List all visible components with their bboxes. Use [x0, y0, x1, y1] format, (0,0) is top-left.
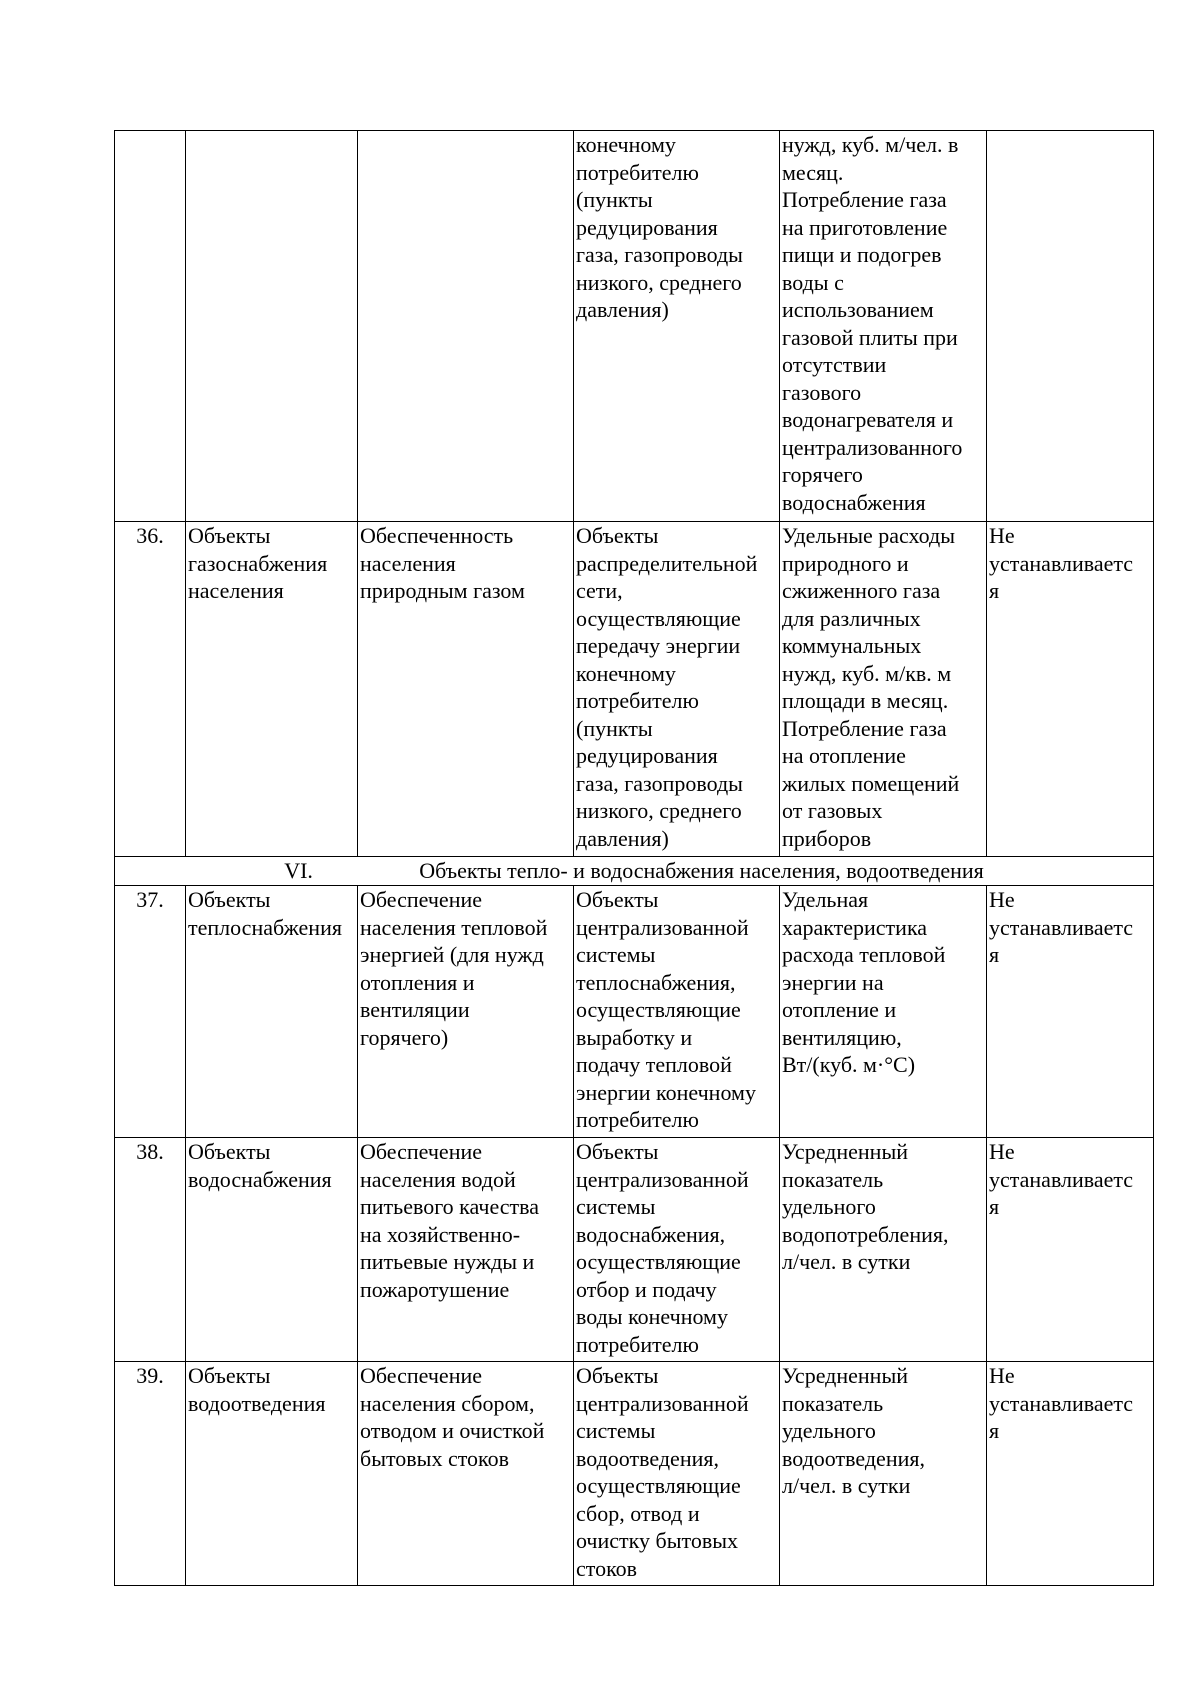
cell-text-line: централизованного — [782, 434, 963, 460]
cell-text-line: на хозяйственно- — [360, 1221, 521, 1247]
cell-text-line: теплоснабжения — [188, 914, 342, 940]
cell-text-line: теплоснабжения, — [576, 969, 736, 995]
cell-text-line: (пункты — [576, 715, 653, 741]
cell-text-line: сбор, отвод и — [576, 1500, 700, 1526]
cell-text-line: газоснабжения — [188, 550, 328, 576]
accessibility-cell — [987, 1362, 1154, 1586]
cell-text-line: редуцирования — [576, 214, 718, 240]
cell-text-line: нужд, куб. м/чел. в — [782, 132, 959, 157]
cell-text-line: осуществляющие — [576, 997, 741, 1022]
cell-text-line: отопление и — [782, 997, 897, 1022]
cell-text-line: газа, газопроводы — [576, 242, 743, 267]
cell-text-line: удельного — [782, 1418, 876, 1443]
cell-text-line: расхода тепловой — [782, 942, 946, 967]
objects-cell — [574, 1138, 780, 1362]
cell-text-line: Не — [989, 523, 1015, 548]
cell-text-line: Объекты — [188, 523, 271, 548]
indicator-cell — [780, 1138, 987, 1362]
indicator-cell — [780, 131, 987, 522]
cell-text-line: газа, газопроводы — [576, 770, 743, 796]
object-type-cell — [186, 131, 358, 522]
cell-text-line: Обеспечение — [360, 887, 482, 912]
cell-text-line: низкого, среднего — [576, 798, 742, 823]
cell-text-line: очистку бытовых — [576, 1528, 738, 1553]
cell-text-line: характеристика — [782, 914, 928, 940]
cell-text-line: жилых помещений — [782, 770, 960, 796]
cell-text-line: выработку и — [576, 1024, 693, 1050]
cell-text-line: месяц. — [782, 159, 844, 185]
cell-text-line: водоотведения — [188, 1390, 326, 1416]
standards-table — [114, 130, 1154, 1586]
cell-text-line: водоотведения, — [576, 1445, 719, 1471]
cell-text-line: энергии на — [782, 969, 884, 995]
cell-text-line: площади в месяц. — [782, 688, 949, 713]
cell-text-line: населения сбором, — [360, 1390, 535, 1416]
cell-text-line: природным газом — [360, 578, 525, 603]
cell-text-line: Потребление газа — [782, 715, 947, 741]
cell-text-line: распределительной — [576, 550, 758, 576]
cell-text-line: пожаротушение — [360, 1276, 510, 1302]
cell-text-line: (пункты — [576, 187, 653, 212]
objects-cell — [574, 522, 780, 857]
cell-text-line: подачу тепловой — [576, 1052, 732, 1077]
cell-text-line: Объекты — [188, 1363, 271, 1388]
cell-text-line: Усредненный — [782, 1139, 909, 1164]
cell-text-line: населения тепловой — [360, 914, 548, 940]
cell-text-line: централизованной — [576, 1390, 749, 1416]
cell-text-line: централизованной — [576, 914, 749, 940]
table-row — [115, 1138, 1154, 1362]
cell-text-line: низкого, среднего — [576, 269, 742, 295]
section-header-row — [115, 857, 1154, 886]
cell-text-line: я — [989, 1418, 1000, 1443]
cell-text-line: Объекты — [576, 887, 659, 912]
row-number: 39. — [115, 1362, 186, 1586]
row-number: 38. — [115, 1138, 186, 1362]
cell-text-line: водоснабжения, — [576, 1221, 726, 1247]
table-row — [115, 1362, 1154, 1586]
cell-text-line: Объекты — [188, 1139, 271, 1164]
indicator-cell — [780, 1362, 987, 1586]
table-row — [115, 131, 1154, 522]
accessibility-cell — [987, 522, 1154, 857]
cell-text-line: нужд, куб. м/кв. м — [782, 660, 952, 686]
objects-cell — [574, 1362, 780, 1586]
cell-text-line: системы — [576, 1194, 656, 1219]
purpose-cell — [358, 886, 574, 1138]
cell-text-line: Обеспеченность — [360, 523, 514, 548]
cell-text-line: водопотребления, — [782, 1221, 949, 1247]
section-title: Объекты тепло- и водоснабжения населения, водоотведения — [419, 858, 984, 883]
cell-text-line: я — [989, 1194, 1000, 1219]
cell-text-line: питьевого качества — [360, 1194, 540, 1219]
cell-text-line: удельного — [782, 1194, 876, 1219]
cell-text-line: устанавливаетс — [989, 1390, 1134, 1416]
cell-text-line: я — [989, 578, 1000, 603]
cell-text-line: воды конечному — [576, 1304, 728, 1329]
cell-text-line: конечному — [576, 660, 676, 686]
cell-text-line: бытовых стоков — [360, 1445, 510, 1471]
row-number — [115, 131, 186, 522]
cell-text-line: вентиляции — [360, 997, 470, 1022]
cell-text-line: Удельная — [782, 887, 869, 912]
cell-text-line: системы — [576, 942, 656, 967]
cell-text-line: Усредненный — [782, 1363, 909, 1388]
object-type-cell — [186, 886, 358, 1138]
objects-cell — [574, 886, 780, 1138]
cell-text-line: населения водой — [360, 1166, 516, 1192]
cell-text-line: питьевые нужды и — [360, 1249, 535, 1274]
cell-text-line: потребителю — [576, 1107, 699, 1132]
cell-text-line: осуществляющие — [576, 1473, 741, 1498]
cell-text-line: горячего) — [360, 1024, 449, 1050]
purpose-cell — [358, 131, 574, 522]
cell-text-line: на приготовление — [782, 214, 948, 240]
cell-text-line: л/чел. в сутки — [782, 1249, 911, 1274]
cell-text-line: показатель — [782, 1166, 884, 1192]
cell-text-line: для различных — [782, 605, 921, 631]
section-header — [115, 857, 1154, 886]
cell-text-line: энергией (для нужд — [360, 942, 544, 967]
cell-text-line: системы — [576, 1418, 656, 1443]
table-row — [115, 522, 1154, 857]
cell-text-line: коммунальных — [782, 633, 922, 658]
cell-text-line: от газовых — [782, 798, 883, 823]
accessibility-cell — [987, 131, 1154, 522]
accessibility-cell — [987, 886, 1154, 1138]
object-type-cell — [186, 1138, 358, 1362]
cell-text-line: передачу энергии — [576, 633, 741, 658]
cell-text-line: отопления и — [360, 969, 475, 995]
indicator-cell — [780, 522, 987, 857]
cell-text-line: отсутствии — [782, 352, 887, 377]
cell-text-line: водоотведения, — [782, 1445, 925, 1471]
cell-text-line: приборов — [782, 825, 872, 851]
purpose-cell — [358, 1362, 574, 1586]
cell-text-line: Обеспечение — [360, 1363, 482, 1388]
cell-text-line: населения — [188, 578, 284, 603]
cell-text-line: горячего — [782, 462, 863, 487]
cell-text-line: сжиженного газа — [782, 578, 941, 603]
cell-text-line: населения — [360, 550, 456, 576]
cell-text-line: Вт/(куб. м·°С) — [782, 1052, 916, 1077]
cell-text-line: водоснабжения — [782, 489, 926, 515]
cell-text-line: давления) — [576, 297, 669, 322]
objects-cell — [574, 131, 780, 522]
purpose-cell — [358, 522, 574, 857]
cell-text-line: Объекты — [576, 523, 659, 548]
cell-text-line: водонагревателя и — [782, 407, 954, 432]
cell-text-line: сети, — [576, 578, 623, 603]
table-row — [115, 886, 1154, 1138]
cell-text-line: Не — [989, 1139, 1015, 1164]
cell-text-line: осуществляющие — [576, 605, 741, 631]
cell-text-line: энергии конечному — [576, 1079, 756, 1105]
cell-text-line: стоков — [576, 1555, 638, 1581]
cell-text-line: на отопление — [782, 743, 906, 768]
cell-text-line: я — [989, 942, 1000, 967]
cell-text-line: Обеспечение — [360, 1139, 482, 1164]
cell-text-line: Удельные расходы — [782, 523, 956, 548]
cell-text-line: Объекты — [188, 887, 271, 912]
cell-text-line: показатель — [782, 1390, 884, 1416]
cell-text-line: устанавливаетс — [989, 550, 1134, 576]
row-number: 36. — [115, 522, 186, 857]
section-number: VI. — [284, 858, 313, 883]
purpose-cell — [358, 1138, 574, 1362]
indicator-cell — [780, 886, 987, 1138]
cell-text-line: Не — [989, 1363, 1015, 1388]
cell-text-line: потребителю — [576, 688, 699, 713]
cell-text-line: пищи и подогрев — [782, 242, 942, 267]
accessibility-cell — [987, 1138, 1154, 1362]
cell-text-line: редуцирования — [576, 743, 718, 768]
cell-text-line: осуществляющие — [576, 1249, 741, 1274]
cell-text-line: устанавливаетс — [989, 914, 1134, 940]
cell-text-line: вентиляцию, — [782, 1024, 902, 1050]
cell-text-line: использованием — [782, 297, 934, 322]
object-type-cell — [186, 1362, 358, 1586]
cell-text-line: отбор и подачу — [576, 1276, 717, 1302]
cell-text-line: природного и — [782, 550, 909, 576]
cell-text-line: л/чел. в сутки — [782, 1473, 911, 1498]
cell-text-line: конечному — [576, 132, 676, 157]
cell-text-line: потребителю — [576, 159, 699, 185]
cell-text-line: потребителю — [576, 1331, 699, 1357]
row-number: 37. — [115, 886, 186, 1138]
cell-text-line: централизованной — [576, 1166, 749, 1192]
cell-text-line: воды с — [782, 269, 844, 295]
cell-text-line: давления) — [576, 825, 669, 851]
cell-text-line: Объекты — [576, 1139, 659, 1164]
object-type-cell — [186, 522, 358, 857]
cell-text-line: газовой плиты при — [782, 324, 958, 350]
cell-text-line: Потребление газа — [782, 187, 947, 212]
cell-text-line: Объекты — [576, 1363, 659, 1388]
cell-text-line: отводом и очисткой — [360, 1418, 545, 1443]
cell-text-line: Не — [989, 887, 1015, 912]
cell-text-line: газового — [782, 379, 862, 405]
cell-text-line: устанавливаетс — [989, 1166, 1134, 1192]
cell-text-line: водоснабжения — [188, 1166, 332, 1192]
